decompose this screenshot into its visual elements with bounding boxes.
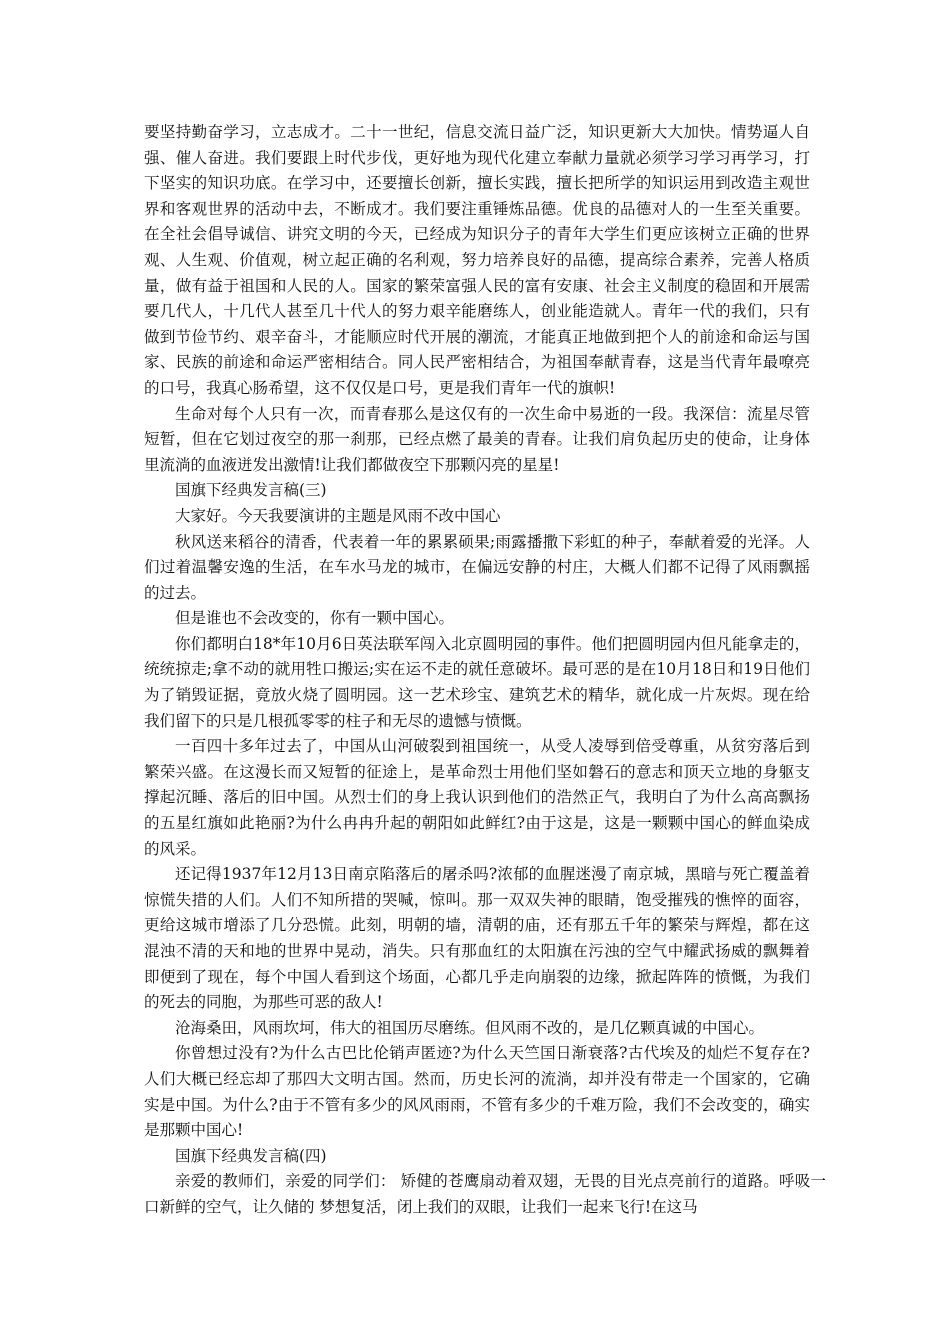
paragraph-2: 生命对每个人只有一次，而青春那么是这仅有的一次生命中易逝的一段。我深信：流星尽管短暂，但在它划过夜空的那一刹那，已经点燃了最美的青春。让我们肩负起历史的使命，让身体里流淌的血液迸发出激情!让我们都做夜空下那颗闪亮的星星! <box>144 404 810 474</box>
section-heading-3: 国旗下经典发言稿(三) <box>175 481 327 500</box>
paragraph-yuanmingyuan: 你们都明白18*年10月6日英法联军闯入北京圆明园的事件。他们把圆明园内但凡能拿走的，统统掠走;拿不动的就用牲口搬运;实在运不走的就任意破坏。最可恶的是在10月18日和19日他们为了销毁证据，竟放火烧了圆明园。这一艺术珍宝、建筑艺术的精华，就化成一片灰烬。现在给我们留下的只是几根孤零零的柱子和无尽的遗憾与愤慨。 <box>144 634 810 730</box>
paragraph-1: 要坚持勤奋学习，立志成才。二十一世纪，信息交流日益广泛，知识更新大大加快。情势逼人自强、催人奋进。我们要跟上时代步伐，更好地为现代化建立奉献力量就必须学习学习再学习，打下坚实的知识功底。在学习中，还要擅长创新，擅长实践，擅长把所学的知识运用到改造主观世界和客观世界的活动中去，不断成才。我们要注重锤炼品德。优良的品德对人的一生至关重要。在全社会倡导诚信、讲究文明的今天，已经成为知识分子的青年大学生们更应该树立正确的世界观、人生观、价值观，树立起正确的名利观，努力培养良好的品德，提高综合素养，完善人格质量，做有益于祖国和人民的人。国家的繁荣富强人民的富有安康、社会主义制度的稳固和开展需要几代人，十几代人甚至几十代人的努力艰辛能磨练人，创业能造就人。青年一代的我们，只有做到节俭节约、艰辛奋斗，才能顺应时代开展的潮流，才能真正地做到把个人的前途和命运与国家、民族的前途和命运严密相结合。同人民严密相结合，为祖国奉献青春，这是当代青年最嘹亮的口号，我真心肠希望，这不仅仅是口号，更是我们青年一代的旗帜! <box>144 123 810 397</box>
section-heading-4: 国旗下经典发言稿(四) <box>175 1146 327 1165</box>
paragraph-140-years: 一百四十多年过去了，中国从山河破裂到祖国统一，从受人凌辱到倍受尊重，从贫穷落后到繁荣兴盛。在这漫长而又短暂的征途上，是革命烈士用他们坚如磐石的意志和顶天立地的身躯支撑起沉睡、落后的旧中国。从烈士们的身上我认识到他们的浩然正气，我明白了为什么高高飘扬的五星红旗如此艳丽?为什么冉冉升起的朝阳如此鲜红?由于这是，这是一颗颗中国心的鲜血染成的风采。 <box>144 737 810 858</box>
document-page <box>144 120 826 1221</box>
paragraph-greeting: 大家好。今天我要演讲的主题是风雨不改中国心 <box>175 506 501 525</box>
paragraph-autumn: 秋风送来稻谷的清香，代表着一年的累累硕果;雨露播撒下彩虹的种子，奉献着爱的光泽。人们过着温馨安逸的生活，在车水马龙的城市，在偏远安静的村庄，大概人们都不记得了风雨飘摇的过去。 <box>144 532 810 602</box>
paragraph-ancient-civilizations: 你曾想过没有?为什么古巴比伦销声匿迹?为什么天竺国日渐衰落?古代埃及的灿烂不复存在?人们大概已经忘却了那四大文明古国。然而，历史长河的流淌，却并没有带走一个国家的，它确实是中国。为什么?由于不管有多少的风风雨雨，不管有多少的千难万险，我们不会改变的，确实是那颗中国心! <box>144 1044 810 1140</box>
paragraph-china-heart: 但是谁也不会改变的，你有一颗中国心。 <box>175 609 455 628</box>
paragraph-vicissitudes: 沧海桑田，风雨坎坷，伟大的祖国历尽磨练。但风雨不改的，是几亿颗真诚的中国心。 <box>175 1018 765 1037</box>
paragraph-nanjing: 还记得1937年12月13日南京陷落后的屠杀吗?浓郁的血腥迷漫了南京城，黑暗与死亡覆盖着惊慌失措的人们。人们不知所措的哭喊，惊叫。那一双双失神的眼睛，饱受摧残的憔悴的面容，更给这城市增添了几分恐慌。此刻，明朝的墙，清朝的庙，还有那五千年的繁荣与辉煌，都在这混浊不清的天和地的世界中晃动，消失。只有那血红的太阳旗在污浊的空气中耀武扬威的飘舞着即便到了现在，每个中国人看到这个场面，心都几乎走向崩裂的边缘，掀起阵阵的愤慨，为我们的死去的同胞，为那些可恶的敌人! <box>144 865 810 1012</box>
paragraph-dear-teachers: 亲爱的教师们，亲爱的同学们： 矫健的苍鹰扇动着双翅，无畏的目光点亮前行的道路。呼吸一口新鲜的空气，让久储的 梦想复活，闭上我们的双眼，让我们一起来飞行!在这马 <box>144 1172 826 1216</box>
